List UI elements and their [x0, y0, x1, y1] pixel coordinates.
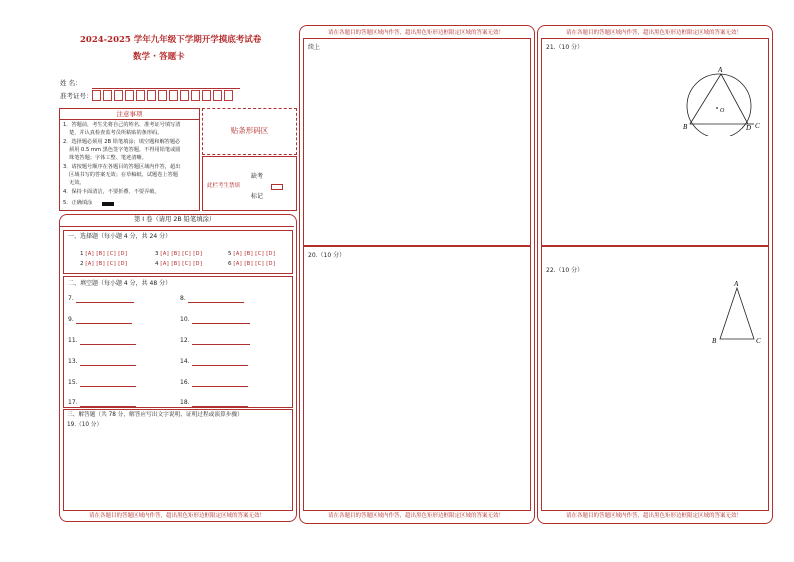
q22-label: 22.（10 分） — [546, 267, 584, 274]
choice-row[interactable] — [155, 260, 203, 268]
notice-title: 注意事项 — [60, 109, 199, 120]
fill-answer-line[interactable] — [80, 406, 136, 407]
absent-mark-box — [202, 156, 297, 211]
notice-box — [59, 108, 200, 211]
barcode-label: 贴条形码区 — [230, 126, 269, 135]
id-digit-box[interactable] — [114, 90, 123, 101]
absent-label-bottom: 标记 — [251, 193, 264, 200]
choice-row[interactable] — [228, 260, 276, 268]
triangle-figure — [706, 278, 766, 348]
id-digit-box[interactable] — [125, 90, 134, 101]
fill-answer-line[interactable] — [192, 323, 250, 324]
choice-options[interactable]: [A] [B] [C] [D] — [85, 251, 128, 257]
label-B: B — [683, 123, 688, 131]
choice-number: 5 — [228, 251, 232, 257]
fill-answer-line[interactable] — [192, 344, 250, 345]
fill-answer-line[interactable] — [80, 365, 136, 366]
part1-divider — [60, 226, 294, 227]
id-digit-box[interactable] — [136, 90, 145, 101]
label-D: D — [746, 124, 752, 132]
label-O: O — [720, 108, 725, 114]
circumcircle — [687, 74, 751, 136]
notice-line: 3．请按题号顺序在各题目的答题区域内作答，超出 — [63, 164, 181, 170]
id-digit-box[interactable] — [147, 90, 156, 101]
fill-number: 7. — [68, 295, 74, 302]
warning-col2: 请在各题目的答题区域内作答，超出黑色矩形边框限定区域的答案无效！ — [327, 513, 504, 519]
absent-checkbox[interactable] — [271, 184, 283, 190]
subject-title: 数学 · 答题卡 — [133, 52, 185, 62]
id-digit-box[interactable] — [191, 90, 200, 101]
label-C: C — [755, 122, 760, 130]
id-digit-box[interactable] — [202, 90, 211, 101]
notice-line: 楚，并认真检查监考员所粘贴的条形码。 — [69, 130, 163, 136]
notice-line: 2．选择题必须用 2B 铅笔填涂；填空题和解答题必 — [63, 139, 181, 145]
choice-number: 6 — [228, 261, 232, 267]
id-digit-box[interactable] — [169, 90, 178, 101]
fill-section — [63, 276, 293, 408]
q20-label: 20.（10 分） — [308, 252, 346, 259]
fill-answer-line[interactable] — [192, 365, 248, 366]
solve-section[interactable] — [63, 409, 293, 511]
part1-title: 第 I 卷（请用 2B 铅笔填涂） — [134, 216, 216, 223]
fill-answer-line[interactable] — [76, 302, 134, 303]
choice-options[interactable]: [A] [B] [C] [D] — [85, 261, 128, 267]
fill-number: 8. — [180, 295, 186, 302]
choice-row[interactable] — [228, 250, 276, 258]
q19-label: 19.（10 分） — [67, 422, 103, 428]
id-label: 准考证号： — [60, 92, 93, 100]
warning-col2-top: 请在各题目的答题区域内作答，超出黑色矩形边框限定区域的答案无效！ — [327, 30, 504, 36]
notice-line: 1．答题前，考生先将自己的姓名、准考证号填写清 — [63, 122, 181, 128]
cont-label: 续上 — [308, 44, 321, 51]
triangle-abc — [720, 288, 754, 339]
fill-number: 9. — [68, 316, 74, 323]
id-digit-box[interactable] — [224, 90, 233, 101]
fill-number: 14. — [180, 358, 190, 365]
absent-label-top: 缺考 — [251, 173, 264, 180]
fill-number: 18. — [180, 399, 190, 406]
fill-header: 二、填空题（每小题 4 分，共 48 分） — [68, 280, 172, 287]
choice-number: 2 — [80, 261, 84, 267]
label-C: C — [756, 337, 761, 345]
fill-answer-line[interactable] — [192, 386, 248, 387]
choice-row[interactable] — [80, 260, 128, 268]
notice-line: 4．保持卡面清洁，不要折叠、不要弄破。 — [63, 189, 160, 195]
id-digit-box[interactable] — [180, 90, 189, 101]
name-field[interactable] — [92, 88, 240, 89]
fill-answer-line[interactable] — [80, 386, 136, 387]
choice-row[interactable] — [155, 250, 203, 258]
circle-triangle-figure — [680, 64, 770, 136]
choice-options[interactable]: [A] [B] [C] [D] — [160, 261, 203, 267]
notice-line: 无效。 — [69, 180, 85, 186]
fill-number: 17. — [68, 399, 78, 406]
notice-line: 须用 0.5 mm 黑色签字笔答题，不得用铅笔或圆 — [69, 147, 181, 153]
fill-number: 11. — [68, 337, 78, 344]
notice-line: 珠笔答题；字体工整、笔迹清晰。 — [69, 155, 147, 161]
q21-label: 21.（10 分） — [546, 44, 584, 51]
warning-col1: 请在各题目的答题区域内作答，超出黑色矩形边框限定区域的答案无效！ — [88, 513, 265, 519]
absent-note: 此栏考生禁填 — [207, 183, 241, 189]
fill-number: 13. — [68, 358, 78, 365]
fill-number: 10. — [180, 316, 190, 323]
fill-number: 15. — [68, 379, 78, 386]
id-digit-box[interactable] — [158, 90, 167, 101]
center-point — [716, 107, 718, 109]
cont-answer-area[interactable] — [303, 38, 531, 246]
correct-fill-sample — [102, 202, 114, 206]
choice-options[interactable]: [A] [B] [C] [D] — [233, 251, 276, 257]
choice-number: 4 — [155, 261, 159, 267]
fill-number: 16. — [180, 379, 190, 386]
fill-answer-line[interactable] — [76, 323, 132, 324]
notice-line: 5．正确填涂 — [63, 200, 93, 206]
id-digit-box[interactable] — [92, 90, 101, 101]
fill-number: 12. — [180, 337, 190, 344]
warning-col3: 请在各题目的答题区域内作答，超出黑色矩形边框限定区域的答案无效！ — [565, 513, 742, 519]
exam-title: 2024-2025 学年九年级下学期开学摸底考试卷 — [80, 35, 262, 45]
warning-col3-top: 请在各题目的答题区域内作答，超出黑色矩形边框限定区域的答案无效！ — [565, 30, 742, 36]
id-digit-box[interactable] — [103, 90, 112, 101]
choice-number: 3 — [155, 251, 159, 257]
q20-answer-area[interactable] — [303, 246, 531, 511]
choice-options[interactable]: [A] [B] [C] [D] — [233, 261, 276, 267]
choice-options[interactable]: [A] [B] [C] [D] — [160, 251, 203, 257]
choice-header: 一、选择题（每小题 4 分，共 24 分） — [68, 233, 172, 240]
label-A: A — [734, 280, 739, 288]
fill-answer-line[interactable] — [192, 406, 248, 407]
fill-answer-line[interactable] — [188, 302, 244, 303]
notice-line: 区域书写的答案无效；在草稿纸、试题卷上答题 — [69, 172, 178, 178]
id-boxes[interactable] — [92, 90, 242, 102]
barcode-area — [202, 108, 297, 155]
choice-row[interactable] — [80, 250, 128, 258]
solve-header: 三、解答题（共 78 分，解答应写出文字说明、证明过程或演算步骤） — [67, 412, 243, 418]
fill-answer-line[interactable] — [80, 344, 136, 345]
label-B: B — [712, 337, 717, 345]
name-label: 姓 名： — [60, 79, 82, 87]
choice-number: 1 — [80, 251, 84, 257]
id-digit-box[interactable] — [213, 90, 222, 101]
label-A: A — [718, 66, 723, 74]
